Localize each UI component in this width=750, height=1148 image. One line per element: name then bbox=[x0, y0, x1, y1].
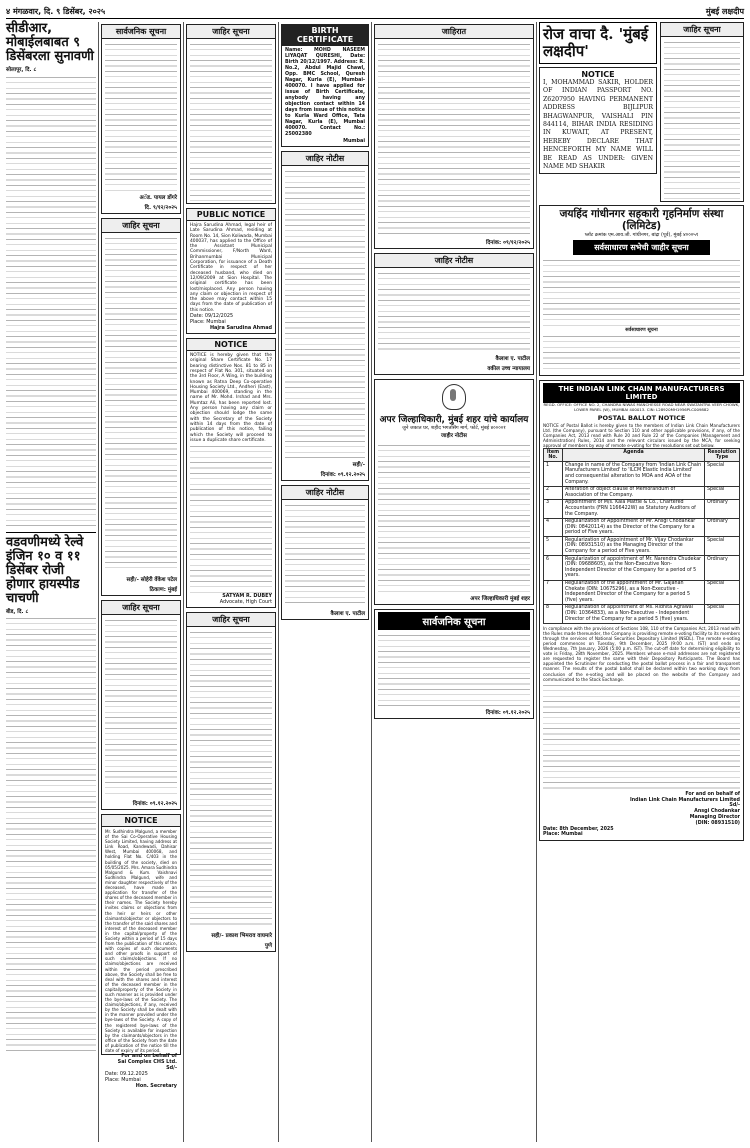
office-title: अपर जिल्हाधिकारी, मुंबई शहर यांचे कार्यालय bbox=[379, 415, 529, 425]
lead1-body bbox=[6, 74, 96, 529]
jahirat-notice bbox=[374, 24, 534, 249]
notice-signer: कैलाश ए. पाटील bbox=[495, 356, 530, 362]
society-subtitle: प्लॉट क्रमांक एम.आय.जी. गांधीनगर, बांद्रा (पूर्व), मुंबई ४०००५१ bbox=[584, 232, 699, 238]
jahir-notice-col4-2 bbox=[281, 485, 369, 620]
notice-body: NOTICE is hereby given that the original Share Certificate No. 17 bearing distinctive Nos. 81 to 85 in respect of Flat No. 301, situated on the 3rd Floor, A Wing, in the building known as Ratna Deep Co-operative Housing Society Ltd., Andheri (East), Mumbai 400069, standing in the name of Mr. Mohd. Irshad and Mrs. Mumtaz Ali, has been reported lost. Any person having any claim or objection should lodge the same with the Secretary of the Society within 14 days from the date of publication of this notice, failing which the Society will proceed to issue a duplicate share certificate. bbox=[190, 353, 272, 443]
notice-date: दिनांक: ०९/१२/२०२५ bbox=[485, 240, 530, 246]
lead2-place: बीड, दि. ८ bbox=[6, 608, 29, 615]
society-strip: सर्वसाधारण सभेची जाहीर सूचना bbox=[573, 240, 710, 255]
table-row bbox=[544, 499, 740, 518]
ballot-intro: NOTICE of Postal Ballot is hereby given to the members of Indian Link Chain Manufacturers Ltd. (the Company), pursuant to Section 110 and other applicable provisions, if any, of the Companies Act, 2013 read with Rule 20 and Rule 22 of the Companies (Management and Administration) Rules, 2014 and the relevant circulars issued by the MCA, for seeking approval of members by way of remote e-voting for the resolutions set out below. bbox=[543, 422, 740, 448]
postal-ballot-notice bbox=[539, 380, 744, 841]
notice-date: दिनांक: ०९.१२.२०२५ bbox=[485, 709, 530, 716]
notice-title: NOTICE bbox=[581, 70, 615, 79]
resolution-table bbox=[543, 448, 740, 624]
lead1-headline: सीडीआर, मोबाईलबाबत ९ डिसेंबरला सुनावणी bbox=[6, 21, 94, 64]
notice-date: दिनांक: ०९.१२.२०२५ bbox=[132, 801, 177, 807]
notice-date: Date: 09/12/2025 bbox=[190, 313, 234, 320]
table-cell: Special bbox=[705, 486, 740, 499]
society-title: जयहिंद गांधीनगर सहकारी गृहनिर्माण संस्था (लिमिटेड) bbox=[559, 208, 724, 232]
column-6 bbox=[539, 22, 744, 1142]
notice-place: पुणे bbox=[264, 943, 272, 950]
table-row bbox=[544, 604, 740, 623]
table-cell: 3 bbox=[544, 499, 563, 518]
jahir-notice-col4 bbox=[281, 151, 369, 481]
notice-share-certificate bbox=[186, 338, 276, 608]
table-cell: Ordinary bbox=[705, 556, 740, 580]
jahir-suchana-2 bbox=[101, 600, 181, 810]
table-cell: 8 bbox=[544, 604, 563, 623]
notice-title: सार्वजनिक सूचना bbox=[102, 25, 180, 39]
sign-place: Place: Mumbai bbox=[543, 832, 583, 838]
sign-din: (DIN: 08931510) bbox=[695, 820, 740, 826]
sign-sd: Sd/- bbox=[729, 803, 740, 809]
edition-name: मुंबई लक्षदीप bbox=[705, 6, 744, 16]
sign-name: Ansgi Chodankar bbox=[694, 809, 740, 815]
company-title: THE INDIAN LINK CHAIN MANUFACTURERS LIMITED bbox=[543, 383, 740, 403]
notice-title: जाहिर नोटीस bbox=[282, 486, 368, 500]
notice-date: दिनांक: ०९.१२.२०२५ bbox=[320, 472, 365, 478]
table-cell: Regularization of appointment of Ms. Ridhita Agrawal (DIN: 10364833), as a Non-Executive - Independent Director of the Company for a period 5 (five) years. bbox=[563, 604, 705, 623]
column-5 bbox=[374, 22, 534, 1142]
sign-for: For and on behalf of bbox=[685, 791, 740, 797]
notice-body: Hajra Sarudina Ahmad, legal heir of Late Sarudina Ahmad, residing at Room No. 14, Sion Koliwada, Mumbai 400037, has applied to the Office of the Assistant Municipal Commissioner, F/North Ward, Brihanmumbai Municipal Corporation, for issuance of a Death Certificate in respect of her deceased husband, who died on 12/09/2009 at Sion Hospital. The original certificate has been lost/misplaced. Any person having any claim or objection in respect of the above may contact within 15 days from the date of publication of this notice. bbox=[190, 223, 272, 313]
notice-role: Hon. Secretary bbox=[135, 1083, 177, 1090]
office-subtitle: जुने जकात घर, शहीद भगतसिंग मार्ग, फोर्ट, मुंबई ४००००१ bbox=[402, 425, 506, 431]
table-row bbox=[544, 462, 740, 486]
ballot-body: In compliance with the provisions of Sections 108, 110 of the Companies Act, 2013 read with the Rules made thereunder, the Company is providing remote e-voting facility to its members through the services of National Securities Depository Limited (NSDL). The remote e-voting period commences on Tuesday, 9th December, 2025 (9:00 a.m. IST) and ends on Wednesday, 7th January, 2026 (5:00 p.m. IST). The cut-off date for determining eligibility to vote is Friday, 28th November, 2025. Members whose e-mail addresses are not registered are requested to register the same with their Depository Participants. The Board has appointed the Scrutinizer for conducting the postal ballot process in a fair and transparent manner. The results of the postal ballot shall be declared within two working days from conclusion of the e-voting and will be placed on the website of the Company and communicated to the Stock Exchange. bbox=[543, 625, 741, 682]
ballot-signature bbox=[543, 792, 740, 827]
sign-role: Managing Director bbox=[689, 814, 740, 820]
notice-signer: सही/- सोहेरी वेंकेश पटेल bbox=[126, 577, 177, 583]
notice-signer: अॅड. पायल डोंगरे bbox=[139, 195, 177, 201]
notice-place: Place: Mumbai bbox=[105, 1077, 141, 1084]
table-cell: Ordinary bbox=[705, 499, 740, 518]
notice-title: BIRTH CERTIFICATE bbox=[282, 25, 368, 46]
bottom-public-notice bbox=[374, 609, 534, 719]
housing-society-notice bbox=[539, 205, 744, 376]
government-emblem-icon bbox=[442, 384, 466, 410]
notice-title: जाहिर सूचना bbox=[661, 23, 743, 37]
table-cell: Regularization of Appointment of Mr. Ansgi Chodankar (DIN: 08420114) as the Director of the Company for a period of Five years. bbox=[563, 518, 705, 537]
table-row bbox=[544, 518, 740, 537]
table-row bbox=[544, 537, 740, 556]
notice-place: ठिकाण: मुंबई bbox=[149, 587, 177, 593]
column-4 bbox=[281, 22, 369, 1142]
column-1 bbox=[6, 22, 96, 1142]
office-notice-title: जाहीर नोटीस bbox=[441, 433, 467, 439]
sign-date: Date: 8th December, 2025 bbox=[543, 826, 614, 832]
notice-title: सार्वजनिक सूचना bbox=[378, 612, 530, 630]
roj-row bbox=[539, 22, 744, 202]
table-cell: Ordinary bbox=[705, 518, 740, 537]
notice-role: वकील उच्च न्यायालय bbox=[487, 366, 530, 372]
page-header bbox=[6, 4, 744, 19]
english-notice-society bbox=[101, 814, 181, 1090]
notice-place: Mumbai bbox=[343, 138, 365, 144]
roj-vacha-banner: रोज वाचा दै. 'मुंबई लक्षदीप' bbox=[539, 22, 657, 64]
notice-body: I, MOHAMMAD SAKIR, HOLDER OF INDIAN PASSPORT NO. Z6207950 HAVING PERMANENT ADDRESS BIJLIPUR BHAGWANPUR, VAISHALI PIN 844114, BIHAR INDIA RESIDING IN KUWAIT, AT PRESENT, HEREBY DECLARE THAT HENCEFORTH MY NAME WILL BE READ AS UNDER: GIVEN NAME MD SHAKIR bbox=[543, 79, 653, 171]
lead2-body bbox=[6, 615, 96, 1055]
notice-body: Name: MOHD NASEEM LIYAQAT QURESHI, Date: Birth 20/12/1997. Address: R. No.2, Abdul Majid Chawl, Opp. BMC School, Quresh Nagar, Kurla (E), Mumbai-400070. I have applied for issue of Birth Certificate, anybody having any objection contact within 14 days from issue of this notice to Kurla Ward Office, Tata Nagar, Kurla (E), Mumbai 400070. Contact No.: 25002380 bbox=[285, 48, 365, 137]
ballot-title: POSTAL BALLOT NOTICE bbox=[597, 413, 686, 422]
notice-title: जाहिर सूचना bbox=[187, 25, 275, 39]
table-header-row bbox=[544, 449, 740, 462]
sign-company: Indian Link Chain Manufacturers Limited bbox=[629, 797, 740, 803]
column-3 bbox=[186, 22, 276, 1142]
page-number: ४ bbox=[6, 6, 11, 16]
column-2 bbox=[101, 22, 181, 1142]
header-date: मंगळवार, दि. ९ डिसेंबर, २०२५ bbox=[12, 6, 106, 16]
table-header-cell: Item No. bbox=[544, 449, 563, 462]
lead2-headline: वडवणीमध्ये रेल्वे इंजिन १० व ११ डिसेंबर रोजी होणार हायस्पीड चाचणी bbox=[6, 534, 84, 606]
office-signer: अपर जिल्हाधिकारी मुंबई शहर bbox=[470, 595, 530, 602]
table-cell: Special bbox=[705, 604, 740, 623]
jahir-suchana-col6 bbox=[660, 22, 744, 202]
name-change-notice bbox=[539, 67, 657, 174]
jahir-notice-col5 bbox=[374, 253, 534, 375]
table-cell: Special bbox=[705, 537, 740, 556]
notice-title: जाहिरात bbox=[375, 25, 533, 39]
notice-sign: Sd/- bbox=[166, 1065, 177, 1072]
table-header-cell: Resolution Type bbox=[705, 449, 740, 462]
table-cell: 4 bbox=[544, 518, 563, 537]
notice-title: जाहिर सूचना bbox=[187, 613, 275, 627]
notice-sign: सही/- bbox=[352, 462, 365, 468]
notice-signer: सही/- प्रकाश भिमराव वाघमारे bbox=[211, 933, 272, 940]
table-cell: Regularization of appointment of Mr. Narendra Chudekar (DIN: 09688605), as the Non-Executive Non-Independent Director of the Company for a period of 5 years. bbox=[563, 556, 705, 580]
table-cell: Alteration of object clause of Memorandum of Association of the Company. bbox=[563, 486, 705, 499]
notice-title: जाहिर सूचना bbox=[102, 219, 180, 233]
header-left bbox=[6, 6, 105, 17]
table-cell: 5 bbox=[544, 537, 563, 556]
notice-title: जाहिर नोटीस bbox=[375, 254, 533, 268]
lead1-place: सोलापूर, दि. ८ bbox=[6, 67, 37, 73]
table-cell: 7 bbox=[544, 580, 563, 604]
notice-signer: कैलाश ए. पाटील bbox=[330, 611, 365, 617]
table-cell: 2 bbox=[544, 486, 563, 499]
table-cell: Regularization of Appointment of Mr. Vijay Chodankar (DIN: 08931510) as the Managing Director of the Company for a period of Five years. bbox=[563, 537, 705, 556]
notice-for: For and on behalf of bbox=[121, 1053, 177, 1060]
table-cell: Appointment of M/s. Kaia Mattle & Co., Chartered Accountants (FRN 1166422W) as Statutory Auditors of the Company. bbox=[563, 499, 705, 518]
table-cell: Special bbox=[705, 580, 740, 604]
notice-body: Mr. Sudhindra Malgund, a member of the Sai Co-Operative Housing Society Limited, having address at Link Road, Kandewadi, Dahisar West, Mumbai 400068, and holding Flat No. C/403 in the building of the society, died on 05/05/2025. Mrs. Amara Sudhindra Malgund & Kum. Vaishnavi Sudhindra Malgund, wife and minor daughter respectively of the deceased, have made an application for transfer of the shares of the deceased member in their names. The Society hereby invites claims or objections from the heir or heirs or other claimants/objector or objectors to the transfer of the said shares and interest of the deceased member in the capital/property of the Society within a period of 15 days from the publication of this notice, with copies of such documents and other proofs in support of such claims/objections. If no claims/objections are received within the period prescribed above, the Society shall be free to deal with the shares and interest of the deceased member in the capital/property of the Society in such manner as is provided under the bye-laws of the Society. The claims/objections, if any, received by the Society shall be dealt with in the manner provided under the bye-laws of the Society. A copy of the registered bye-laws of the Society is available for inspection by the claimants/objectors in the office of the Society from the date of publication of the notice till the date of expiry of its period. bbox=[105, 829, 177, 1054]
table-cell: Special bbox=[705, 462, 740, 486]
society-note: सर्वसाधारण सूचना bbox=[625, 327, 658, 333]
notice-title: जाहिर सूचना bbox=[102, 601, 180, 615]
jahir-suchana-col3-2 bbox=[186, 612, 276, 952]
table-cell: Regularization of the appointment of Mr. Gajanan Chekate (DIN: 10675296), as a Non-Executive - Independent Director of the Company for a period 5 (five) years. bbox=[563, 580, 705, 604]
collector-office-notice bbox=[374, 379, 534, 605]
table-cell: Change in name of the Company from 'Indian Link Chain Manufacturers Limited' to 'ILCM Elastic India Limited' and consequential alteration to MOA and AOA of the Company. bbox=[563, 462, 705, 486]
public-notice-marathi bbox=[101, 24, 181, 214]
jahir-suchana-1 bbox=[101, 218, 181, 596]
notice-date: Date: 09.12.2025 bbox=[105, 1071, 148, 1078]
notice-signer: SATYAM R. DUBEY bbox=[222, 593, 272, 600]
birth-certificate-notice bbox=[281, 24, 369, 147]
notice-society: Sai Complex CHS Ltd. bbox=[117, 1059, 177, 1066]
table-row bbox=[544, 486, 740, 499]
ballot-date-place bbox=[543, 827, 740, 839]
table-cell: 6 bbox=[544, 556, 563, 580]
notice-date: दि. ९/१२/२०२५ bbox=[144, 205, 177, 211]
table-row bbox=[544, 556, 740, 580]
table-header-cell: Agenda bbox=[563, 449, 705, 462]
table-cell: 1 bbox=[544, 462, 563, 486]
notice-title: NOTICE bbox=[102, 815, 180, 827]
jahir-suchana-col3 bbox=[186, 24, 276, 204]
notice-title: PUBLIC NOTICE bbox=[187, 209, 275, 221]
notice-signer: Hajra Sarudina Ahmad bbox=[209, 325, 272, 332]
notice-title: जाहिर नोटीस bbox=[282, 152, 368, 166]
notice-place: Place: Mumbai bbox=[190, 319, 226, 326]
company-subtitle: REGD. OFFICE: OFFICE NO. 2, CHANDRA NIWAS MANCHESSE ROAD NEAR SWATANTRA VEER CHOWK, LOWER PAREL (W), MUMBAI 400013. CIN: L28920MH1956PLC009882 bbox=[543, 402, 740, 412]
notice-role: Advocate, High Court bbox=[219, 599, 272, 606]
public-notice-english bbox=[186, 208, 276, 334]
notice-title: NOTICE bbox=[187, 339, 275, 351]
table-row bbox=[544, 580, 740, 604]
